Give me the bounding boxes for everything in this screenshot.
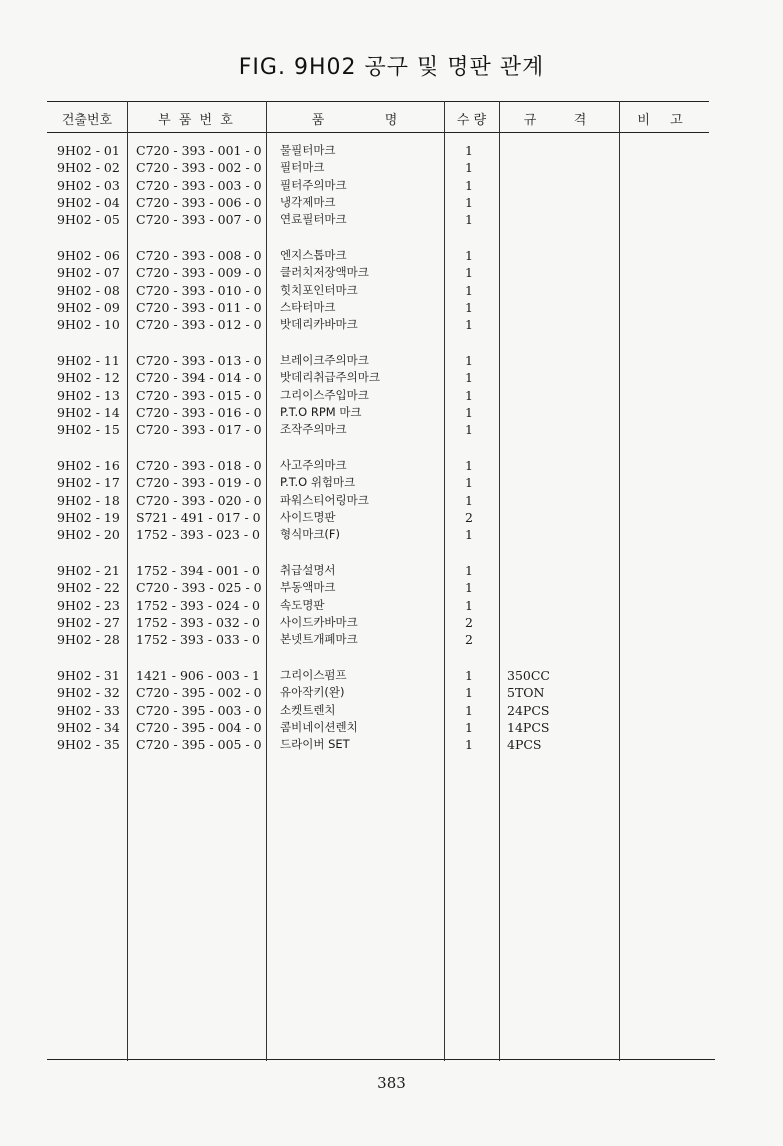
- table-row: [0, 247, 783, 264]
- quantity-cell: 1: [465, 353, 473, 368]
- part-name-cell: 조작주의마크: [280, 422, 347, 437]
- table-row: [0, 631, 783, 648]
- quantity-cell: 1: [465, 194, 473, 210]
- part-name-cell: 필터주의마크: [280, 177, 347, 192]
- item-number-cell: 9H02 - 02: [57, 160, 120, 176]
- part-number-cell: 1752 - 394 - 001 - 0: [136, 563, 260, 578]
- part-number-cell: C720 - 393 - 016 - 0: [136, 404, 262, 420]
- table-bottom-rule: [47, 1059, 715, 1060]
- quantity-cell: 1: [465, 212, 473, 228]
- part-number-cell: 1752 - 393 - 032 - 0: [136, 614, 260, 630]
- quantity-cell: 1: [465, 597, 473, 613]
- header-name-left: 품: [311, 113, 325, 128]
- item-number-cell: 9H02 - 11: [57, 353, 120, 368]
- table-row: [0, 142, 783, 159]
- quantity-cell: 1: [465, 387, 473, 403]
- item-number-cell: 9H02 - 33: [57, 702, 120, 718]
- table-row: [0, 684, 783, 701]
- part-number-cell: C720 - 393 - 013 - 0: [136, 353, 262, 368]
- table-row: [0, 177, 783, 194]
- item-number-cell: 9H02 - 04: [57, 194, 120, 210]
- item-number-cell: 9H02 - 07: [57, 265, 120, 281]
- part-name-cell: 속도명판: [280, 597, 325, 612]
- table-row: [0, 194, 783, 211]
- part-name-cell: 소켓트렌치: [280, 702, 336, 717]
- quantity-cell: 1: [465, 177, 473, 193]
- header-spec-left: 규: [523, 113, 537, 128]
- part-number-cell: C720 - 393 - 007 - 0: [136, 212, 262, 228]
- item-number-cell: 9H02 - 06: [57, 248, 120, 263]
- part-number-cell: C720 - 393 - 009 - 0: [136, 265, 262, 281]
- quantity-cell: 1: [465, 563, 473, 578]
- table-row: [0, 492, 783, 509]
- table-row: [0, 369, 783, 386]
- item-number-cell: 9H02 - 28: [57, 632, 120, 648]
- part-number-cell: 1421 - 906 - 003 - 1: [136, 668, 260, 683]
- part-name-cell: 콤비네이션렌치: [280, 719, 358, 734]
- table-row: [0, 562, 783, 579]
- quantity-cell: 2: [465, 614, 473, 630]
- part-number-cell: C720 - 393 - 015 - 0: [136, 387, 262, 403]
- part-name-cell: P.T.O RPM 마크: [280, 404, 362, 419]
- part-name-cell: 엔지스톱마크: [280, 248, 347, 262]
- part-number-cell: C720 - 393 - 008 - 0: [136, 248, 262, 263]
- part-name-cell: 부동액마크: [280, 580, 336, 595]
- part-number-cell: C720 - 393 - 001 - 0: [136, 143, 262, 158]
- part-name-cell: 클러치저장액마크: [280, 265, 369, 280]
- spec-cell: 5TON: [507, 685, 545, 701]
- table-row: [0, 159, 783, 176]
- part-name-cell: 사이드카바마크: [280, 614, 358, 629]
- table-row: [0, 316, 783, 333]
- table-row: [0, 387, 783, 404]
- part-number-cell: C720 - 393 - 003 - 0: [136, 177, 262, 193]
- spec-cell: 4PCS: [507, 737, 542, 753]
- header-spec-right: 격: [573, 113, 587, 128]
- item-number-cell: 9H02 - 16: [57, 458, 120, 473]
- part-name-cell: 유아작키(완): [280, 685, 345, 700]
- item-number-cell: 9H02 - 09: [57, 299, 120, 315]
- item-number-cell: 9H02 - 20: [57, 527, 120, 543]
- part-name-cell: 밧데리취급주의마크: [280, 370, 380, 385]
- quantity-cell: 1: [465, 685, 473, 701]
- item-number-cell: 9H02 - 10: [57, 317, 120, 333]
- table-row: [0, 736, 783, 753]
- part-name-cell: 냉각제마크: [280, 194, 336, 209]
- quantity-cell: 2: [465, 632, 473, 648]
- part-number-cell: C720 - 393 - 011 - 0: [136, 299, 262, 315]
- quantity-cell: 1: [465, 737, 473, 753]
- quantity-cell: 1: [465, 580, 473, 596]
- quantity-cell: 1: [465, 404, 473, 420]
- item-number-cell: 9H02 - 31: [57, 668, 120, 683]
- spec-cell: 350CC: [507, 668, 550, 683]
- item-number-cell: 9H02 - 21: [57, 563, 120, 578]
- item-number-cell: 9H02 - 32: [57, 685, 120, 701]
- part-number-cell: C720 - 393 - 020 - 0: [136, 492, 262, 508]
- table-row: [0, 352, 783, 369]
- table-row: [0, 282, 783, 299]
- part-number-cell: C720 - 393 - 002 - 0: [136, 160, 262, 176]
- quantity-cell: 1: [465, 317, 473, 333]
- item-number-cell: 9H02 - 19: [57, 509, 120, 525]
- item-number-cell: 9H02 - 05: [57, 212, 120, 228]
- table-row: [0, 614, 783, 631]
- table-row: [0, 264, 783, 281]
- table-top-rule: [47, 101, 709, 102]
- table-header-rule: [47, 132, 709, 133]
- part-name-cell: 취급설명서: [280, 563, 336, 577]
- item-number-cell: 9H02 - 15: [57, 422, 120, 438]
- quantity-cell: 1: [465, 668, 473, 683]
- part-name-cell: 밧데리카바마크: [280, 317, 358, 332]
- quantity-cell: 1: [465, 422, 473, 438]
- part-name-cell: 본넷트개폐마크: [280, 632, 358, 647]
- item-number-cell: 9H02 - 14: [57, 404, 120, 420]
- spec-cell: 24PCS: [507, 702, 550, 718]
- quantity-cell: 1: [465, 248, 473, 263]
- table-row: [0, 421, 783, 438]
- part-name-cell: 그리이스펌프: [280, 668, 347, 682]
- part-name-cell: 형식마크(F): [280, 527, 341, 542]
- item-number-cell: 9H02 - 03: [57, 177, 120, 193]
- page-number: 383: [377, 1074, 406, 1092]
- table-row: [0, 579, 783, 596]
- part-name-cell: 물필터마크: [280, 143, 336, 157]
- part-number-cell: C720 - 393 - 019 - 0: [136, 475, 262, 491]
- part-name-cell: 사고주의마크: [280, 458, 347, 472]
- item-number-cell: 9H02 - 35: [57, 737, 120, 753]
- part-name-cell: 파워스티어링마크: [280, 492, 369, 507]
- part-number-cell: C720 - 393 - 017 - 0: [136, 422, 262, 438]
- part-number-cell: C720 - 395 - 004 - 0: [136, 719, 262, 735]
- part-number-cell: C720 - 393 - 006 - 0: [136, 194, 262, 210]
- part-number-cell: C720 - 394 - 014 - 0: [136, 370, 262, 386]
- quantity-cell: 1: [465, 160, 473, 176]
- part-name-cell: 드라이버 SET: [280, 737, 350, 752]
- table-row: [0, 667, 783, 684]
- item-number-cell: 9H02 - 13: [57, 387, 120, 403]
- table-row: [0, 457, 783, 474]
- table-row: [0, 719, 783, 736]
- quantity-cell: 1: [465, 265, 473, 281]
- part-number-cell: C720 - 393 - 018 - 0: [136, 458, 262, 473]
- part-number-cell: C720 - 393 - 025 - 0: [136, 580, 262, 596]
- quantity-cell: 1: [465, 370, 473, 386]
- part-name-cell: P.T.O 위험마크: [280, 475, 356, 490]
- part-number-cell: C720 - 395 - 003 - 0: [136, 702, 262, 718]
- part-number-cell: C720 - 395 - 002 - 0: [136, 685, 262, 701]
- table-row: [0, 597, 783, 614]
- quantity-cell: 1: [465, 527, 473, 543]
- part-number-cell: C720 - 393 - 012 - 0: [136, 317, 262, 333]
- part-number-cell: C720 - 393 - 010 - 0: [136, 282, 262, 298]
- part-number-cell: 1752 - 393 - 024 - 0: [136, 597, 260, 613]
- part-name-cell: 그리이스주입마크: [280, 387, 369, 402]
- quantity-cell: 1: [465, 282, 473, 298]
- header-qty: 수 량: [456, 113, 487, 128]
- table-row: [0, 702, 783, 719]
- quantity-cell: 1: [465, 143, 473, 158]
- item-number-cell: 9H02 - 23: [57, 597, 120, 613]
- part-number-cell: 1752 - 393 - 023 - 0: [136, 527, 260, 543]
- table-row: [0, 299, 783, 316]
- quantity-cell: 2: [465, 509, 473, 525]
- part-name-cell: 연료필터마크: [280, 212, 347, 227]
- item-number-cell: 9H02 - 22: [57, 580, 120, 596]
- part-name-cell: 힛치포인터마크: [280, 282, 358, 297]
- header-remarks: 비 고: [637, 113, 691, 128]
- header-item-no: 건출번호: [61, 113, 113, 128]
- item-number-cell: 9H02 - 27: [57, 614, 120, 630]
- item-number-cell: 9H02 - 01: [57, 143, 120, 158]
- part-number-cell: C720 - 395 - 005 - 0: [136, 737, 262, 753]
- part-name-cell: 브레이크주의마크: [280, 353, 369, 367]
- page-title: FIG. 9H02 공구 및 명판 관계: [238, 55, 545, 80]
- spec-cell: 14PCS: [507, 719, 550, 735]
- item-number-cell: 9H02 - 17: [57, 475, 120, 491]
- quantity-cell: 1: [465, 458, 473, 473]
- table-row: [0, 211, 783, 228]
- part-name-cell: 사이드명판: [280, 509, 336, 524]
- part-number-cell: S721 - 491 - 017 - 0: [136, 509, 261, 525]
- quantity-cell: 1: [465, 299, 473, 315]
- item-number-cell: 9H02 - 34: [57, 719, 120, 735]
- header-name-right: 명: [384, 113, 398, 128]
- quantity-cell: 1: [465, 719, 473, 735]
- quantity-cell: 1: [465, 492, 473, 508]
- header-part-no: 부 품 번 호: [158, 113, 235, 128]
- part-name-cell: 스타터마크: [280, 299, 336, 314]
- table-row: [0, 404, 783, 421]
- table-row: [0, 474, 783, 491]
- part-number-cell: 1752 - 393 - 033 - 0: [136, 632, 260, 648]
- table-row: [0, 509, 783, 526]
- table-row: [0, 526, 783, 543]
- item-number-cell: 9H02 - 18: [57, 492, 120, 508]
- item-number-cell: 9H02 - 08: [57, 282, 120, 298]
- quantity-cell: 1: [465, 702, 473, 718]
- quantity-cell: 1: [465, 475, 473, 491]
- part-name-cell: 필터마크: [280, 160, 325, 175]
- item-number-cell: 9H02 - 12: [57, 370, 120, 386]
